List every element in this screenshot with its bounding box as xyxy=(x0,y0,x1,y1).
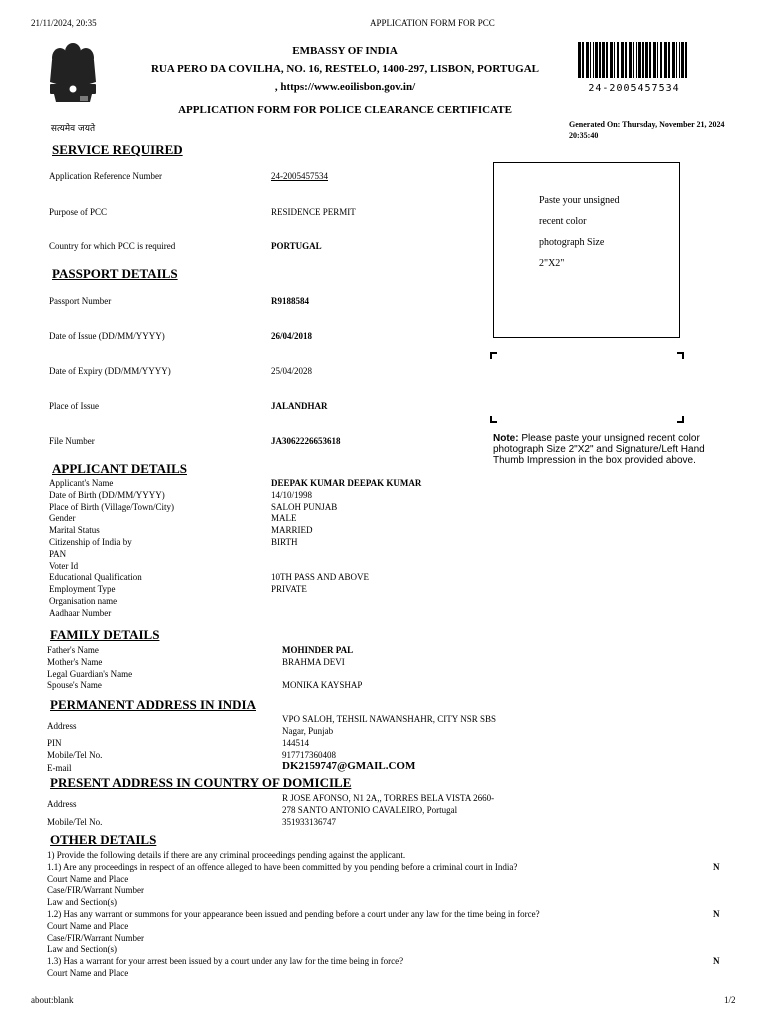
ref-label: Application Reference Number xyxy=(49,171,162,181)
detail-label: Mother's Name xyxy=(47,656,103,667)
expiry-date-value: 25/04/2028 xyxy=(271,366,313,376)
pin-label: PIN xyxy=(47,738,62,748)
section-applicant-heading: APPLICANT DETAILS xyxy=(52,461,187,476)
detail-value: 14/10/1998 xyxy=(271,489,313,500)
detail-value: BIRTH xyxy=(271,537,298,547)
national-emblem xyxy=(42,38,104,134)
present-tel-label: Mobile/Tel No. xyxy=(47,817,103,827)
detail-label: Marital Status xyxy=(49,525,100,536)
country-value: PORTUGAL xyxy=(271,241,322,251)
section-other-heading: OTHER DETAILS xyxy=(50,832,157,847)
detail-label: PAN xyxy=(49,548,67,559)
detail-label: Applicant's Name xyxy=(49,478,114,488)
detail-label: Educational Qualification xyxy=(49,572,142,583)
issue-date-value: 26/04/2018 xyxy=(271,331,313,341)
form-title: APPLICATION FORM FOR POLICE CLEARANCE CERTIFICATE xyxy=(178,104,512,116)
embassy-name: EMBASSY OF INDIA xyxy=(292,45,398,57)
embassy-address: RUA PERO DA COVILHA, NO. 16, RESTELO, 1400-297, LISBON, PORTUGAL xyxy=(150,63,540,75)
question-1-1-text: 1.1) Are any proceedings in respect of an offence alleged to have been committed by you pending before a criminal court in India? xyxy=(47,861,518,872)
country-label: Country for which PCC is required xyxy=(49,241,176,251)
question-1-3 xyxy=(47,956,737,968)
file-number-value: JA3062226653618 xyxy=(271,436,341,446)
present-address-label: Address xyxy=(47,799,77,809)
present-address-line1: R JOSE AFONSO, N1 2A,, TORRES BELA VISTA 2660- xyxy=(282,793,495,803)
detail-label: Gender xyxy=(49,513,76,524)
lion-capital-icon xyxy=(42,38,104,114)
detail-value: MALE xyxy=(271,513,297,524)
q2-case-label: Case/FIR/Warrant Number xyxy=(47,932,145,943)
detail-label: Legal Guardian's Name xyxy=(47,668,133,679)
permanent-tel-label: Mobile/Tel No. xyxy=(47,750,103,760)
permanent-tel-value: 917717360408 xyxy=(282,750,336,760)
photo-instruction-4: 2"X2" xyxy=(539,258,565,269)
print-url: about:blank xyxy=(31,995,74,1005)
question-1-3-text: 1.3) Has a warrant for your arrest been issued by a court under any law for the time being in force? xyxy=(47,956,404,967)
detail-value: PRIVATE xyxy=(271,584,307,595)
barcode-bars xyxy=(578,42,690,78)
detail-label: Voter Id xyxy=(49,560,79,571)
barcode-bar xyxy=(689,42,690,78)
place-of-issue-value: JALANDHAR xyxy=(271,401,328,411)
q1-court-label: Court Name and Place xyxy=(47,873,129,884)
email-label: E-mail xyxy=(47,763,72,773)
barcode-number: 24-2005457534 xyxy=(588,83,680,94)
detail-value: SALOH PUNJAB xyxy=(271,501,338,512)
permanent-address-line2: Nagar, Punjab xyxy=(282,726,334,736)
pin-value: 144514 xyxy=(282,738,309,748)
detail-label: Father's Name xyxy=(47,645,99,655)
photo-box xyxy=(493,162,680,338)
purpose-label: Purpose of PCC xyxy=(49,207,108,217)
file-number-label: File Number xyxy=(49,436,95,446)
section-service-heading: SERVICE REQUIRED xyxy=(52,142,183,157)
expiry-date-label: Date of Expiry (DD/MM/YYYY) xyxy=(49,366,171,376)
signature-area xyxy=(490,352,684,423)
print-page-number: 1/2 xyxy=(724,995,736,1005)
detail-value: 10TH PASS AND ABOVE xyxy=(271,572,369,583)
q2-law-label: Law and Section(s) xyxy=(47,944,117,955)
present-address-line2: 278 SANTO ANTONIO CAVALEIRO, Portugal xyxy=(282,805,458,815)
place-of-issue-label: Place of Issue xyxy=(49,401,99,411)
purpose-value: RESIDENCE PERMIT xyxy=(271,207,356,217)
section-family-heading: FAMILY DETAILS xyxy=(50,627,160,642)
permanent-address-line1: VPO SALOH, TEHSIL NAWANSHAHR, CITY NSR SBS xyxy=(282,714,496,724)
photo-instruction-2: recent color xyxy=(539,216,587,227)
other-details-block xyxy=(47,850,737,980)
note-text: Please paste your unsigned recent color photograph Size 2"X2" and Signature/Left Hand Thumb Impression in the box provided above. xyxy=(493,433,705,466)
detail-label: Aadhaar Number xyxy=(49,607,112,618)
detail-value: BRAHMA DEVI xyxy=(282,656,345,667)
print-datetime: 21/11/2024, 20:35 xyxy=(31,18,97,28)
detail-value: MOHINDER PAL xyxy=(282,645,354,655)
q1-case-label: Case/FIR/Warrant Number xyxy=(47,885,145,896)
email-value: DK2159747@GMAIL.COM xyxy=(282,760,416,772)
question-1-2-answer: N xyxy=(713,908,720,919)
permanent-address-label: Address xyxy=(47,721,77,731)
detail-label: Date of Birth (DD/MM/YYYY) xyxy=(49,489,165,500)
question-1-2-text: 1.2) Has any warrant or summons for your appearance been issued and pending before a court under any law for the time being in force? xyxy=(47,908,540,919)
present-tel-value: 351933136747 xyxy=(282,817,336,827)
question-1-2 xyxy=(47,909,737,921)
question-1-1 xyxy=(47,862,737,874)
emblem-motto: सत्यमेव जयते xyxy=(50,124,96,134)
section-permanent-heading: PERMANENT ADDRESS IN INDIA xyxy=(50,697,256,712)
print-page-title: APPLICATION FORM FOR PCC xyxy=(370,18,495,28)
detail-label: Organisation name xyxy=(49,596,118,606)
photo-instruction-1: Paste your unsigned xyxy=(539,195,620,206)
q2-court-label: Court Name and Place xyxy=(47,920,129,931)
q1-law-label: Law and Section(s) xyxy=(47,897,117,908)
ref-value: 24-2005457534 xyxy=(271,171,328,181)
photo-note xyxy=(493,433,725,466)
corner-bottom-right xyxy=(677,416,684,423)
photo-instruction-3: photograph Size xyxy=(539,237,605,248)
detail-label: Employment Type xyxy=(49,584,116,595)
passport-number-label: Passport Number xyxy=(49,296,112,306)
corner-top-right xyxy=(677,352,684,359)
detail-label: Spouse's Name xyxy=(47,680,102,691)
corner-bottom-left xyxy=(490,416,497,423)
barcode xyxy=(578,42,690,94)
detail-label: Citizenship of India by xyxy=(49,537,132,547)
note-label: Note: xyxy=(493,433,519,444)
generated-on: Generated On: Thursday, November 21, 2024 20:35:40 xyxy=(569,120,725,140)
detail-value: MARRIED xyxy=(271,525,313,536)
passport-number-value: R9188584 xyxy=(271,296,309,306)
corner-top-left xyxy=(490,352,497,359)
question-1-3-answer: N xyxy=(713,956,720,967)
criminal-intro: 1) Provide the following details if there are any criminal proceedings pending against the applicant. xyxy=(47,850,406,860)
issue-date-label: Date of Issue (DD/MM/YYYY) xyxy=(49,331,165,341)
detail-value: DEEPAK KUMAR DEEPAK KUMAR xyxy=(271,478,422,488)
section-passport-heading: PASSPORT DETAILS xyxy=(52,266,178,281)
question-1-1-answer: N xyxy=(713,861,720,872)
detail-label: Place of Birth (Village/Town/City) xyxy=(49,501,175,512)
q3-court-label: Court Name and Place xyxy=(47,967,129,978)
embassy-website: , https://www.eoilisbon.gov.in/ xyxy=(274,81,416,93)
detail-value: MONIKA KAYSHAP xyxy=(282,680,363,691)
section-present-heading: PRESENT ADDRESS IN COUNTRY OF DOMICILE xyxy=(50,775,352,790)
